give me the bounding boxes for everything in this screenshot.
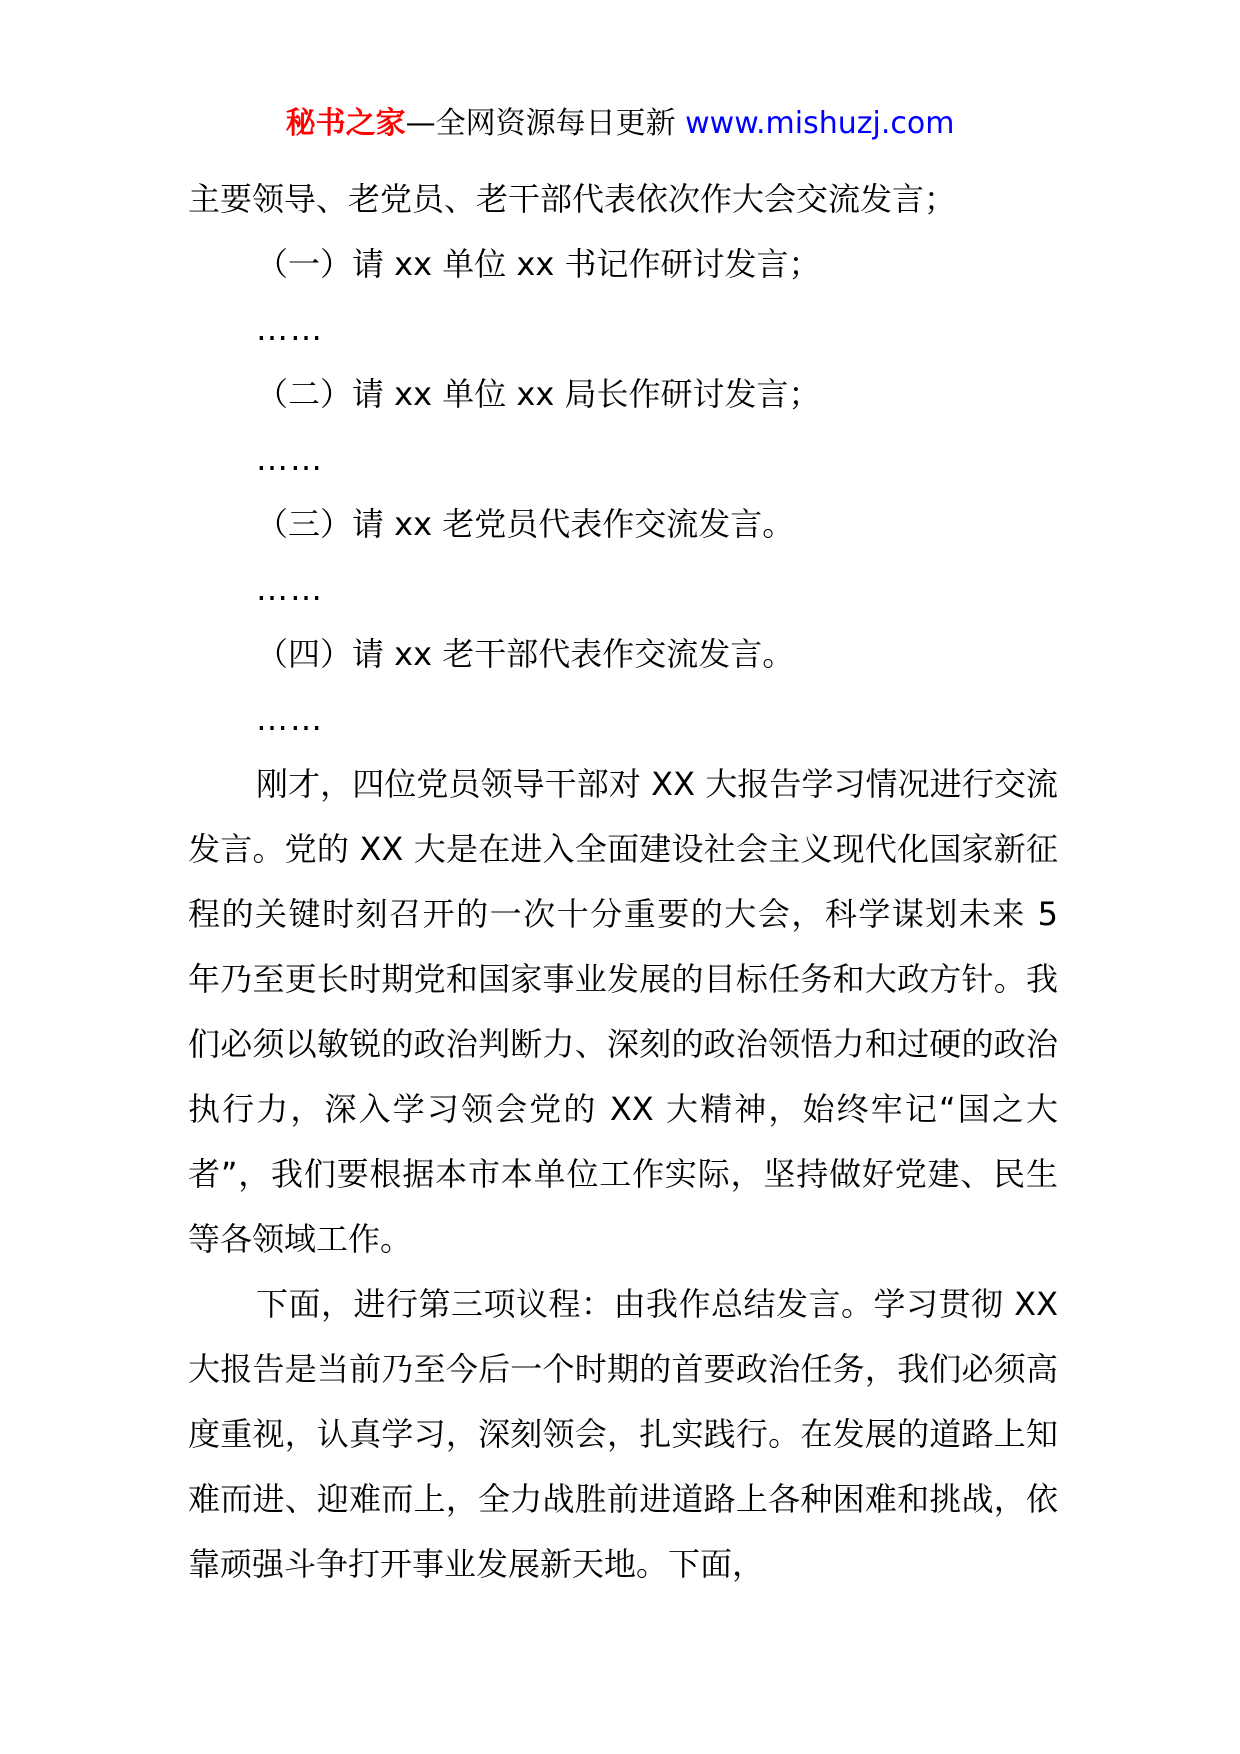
agenda-item-3: （三）请 xx 老党员代表作交流发言。: [256, 505, 795, 543]
document-body: [188, 167, 1058, 1597]
ellipsis-4: ……: [256, 700, 324, 738]
ellipsis-2: ……: [256, 440, 324, 478]
paragraph-summary: 刚才，四位党员领导干部对 XX 大报告学习情况进行交流发言。党的 XX 大是在进入全面建设社会主义现代化国家新征程的关键时刻召开的一次十分重要的大会，科学谋划未来 5 年乃至更长时期党和国家事业发展的目标任务和大政方针。我们必须以敏锐的政治判断力、深刻的政治领悟力和过硬的政治执行力，深入学习领会党的 XX 大精神，始终牢记“国之大者”，我们要根据本市本单位工作实际，坚持做好党建、民生等各领域工作。: [188, 765, 1058, 1258]
agenda-item-4: （四）请 xx 老干部代表作交流发言。: [256, 635, 795, 673]
brand-name: 秘书之家: [285, 106, 406, 141]
header-tagline: —全网资源每日更新: [405, 106, 686, 141]
paragraph-closing: 下面，进行第三项议程：由我作总结发言。学习贯彻 XX 大报告是当前乃至今后一个时期的首要政治任务，我们必须高度重视，认真学习，深刻领会，扎实践行。在发展的道路上知难而进、迎难而上，全力战胜前进道路上各种困难和挑战，依靠顽强斗争打开事业发展新天地。下面，: [188, 1285, 1058, 1583]
website-link[interactable]: www.mishuzj.com: [685, 106, 955, 141]
intro-line: 主要领导、老党员、老干部代表依次作大会交流发言；: [188, 180, 957, 218]
agenda-item-2: （二）请 xx 单位 xx 局长作研讨发言；: [256, 375, 821, 413]
ellipsis-1: ……: [256, 310, 324, 348]
ellipsis-3: ……: [256, 570, 324, 608]
agenda-item-1: （一）请 xx 单位 xx 书记作研讨发言；: [256, 245, 821, 283]
page-header: [0, 104, 1240, 144]
